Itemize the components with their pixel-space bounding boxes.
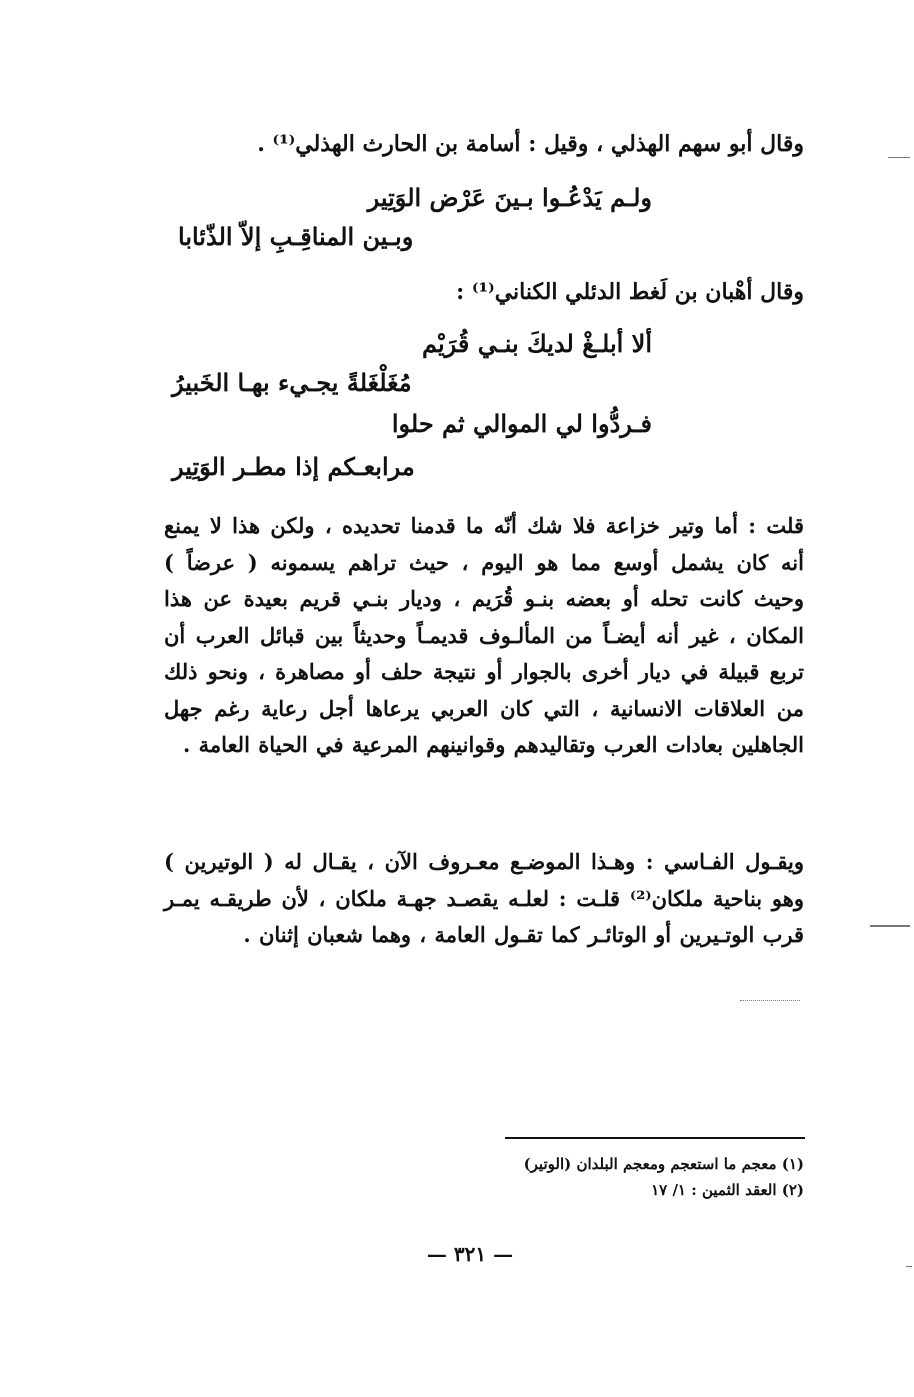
intro-line-1: وقال أبو سهم الهذلي ، وقيل : أسامة بن الحارث الهذلي⁽¹⁾ . <box>257 131 804 157</box>
scan-margin-mark <box>906 1266 912 1267</box>
scan-margin-mark <box>870 925 910 927</box>
footnote-2: (٢) العقد الثمين : ١/ ١٧ <box>651 1181 804 1199</box>
poem2-verse2-second-hemistich: مرابعـكم إذا مطـر الوَتِير <box>172 452 415 481</box>
poem1-first-hemistich: ولـم يَدْعُـوا بـينَ عَرْض الوَتِير <box>367 183 652 212</box>
footnote-1: (١) معجم ما استعجم ومعجم البلدان (الوتير) <box>523 1155 804 1173</box>
poem2-verse1-first-hemistich: ألا أبلـغْ لديكَ بنـي قُرَيْم <box>421 329 652 358</box>
intro-line-2: وقال أهْبان بن لَغط الدئلي الكناني⁽¹⁾ : <box>456 279 804 305</box>
scan-speck <box>740 1000 800 1001</box>
scan-margin-mark <box>888 157 910 158</box>
body-paragraph-2: ويقـول الفـاسي : وهـذا الموضـع معـروف الآن ، يقـال له ( الوتيرين ) وهو بناحية ملكان⁽²⁾ قلـت : لعلـه يقصـد جهـة ملكان ، لأن طريقـه يمـر قرب الوتـيرين أو الوتائـر كما تقـول العامة ، وهما شعبان إثنان . <box>164 849 804 947</box>
poem1-second-hemistich: وبـين المناقِـبِ إلاّ الذّئابا <box>178 222 414 251</box>
body-paragraph-1: قلت : أما وتير خزاعة فلا شك أنّه ما قدمنا تحديده ، ولكن هذا لا يمنع أنه كان يشمل أوسع مما هو اليوم ، حيث تراهم يسمونه ( عرضاً ) وحيث كانت تحله أو بعضه بنـو قُرَيم ، وديار بنـي قريم بعيدة عن هذا المكان ، غير أنه أيضـاً من المألـوف قديمـاً وحديثاً بين قبائل العرب أن تربع قبيلة في ديار أخرى بالجوار أو نتيجة حلف أو مصاهرة ، ونحو ذلك من العلاقات الانسانية ، التي كان العربي يرعاها أجل رعاية رغم جهل الجاهلين بعادات العرب وتقاليدهم وقوانينهم المرعية في الحياة العامة . <box>164 513 804 757</box>
page-number: — ٣٢١ — <box>426 1242 514 1266</box>
poem2-verse2-first-hemistich: فـردُّوا لي الموالي ثم حلوا <box>391 409 652 438</box>
poem2-verse1-second-hemistich: مُغَلْغَلةً يجـيء بهـا الخَبيرُ <box>172 368 412 397</box>
footnote-divider <box>505 1137 805 1139</box>
